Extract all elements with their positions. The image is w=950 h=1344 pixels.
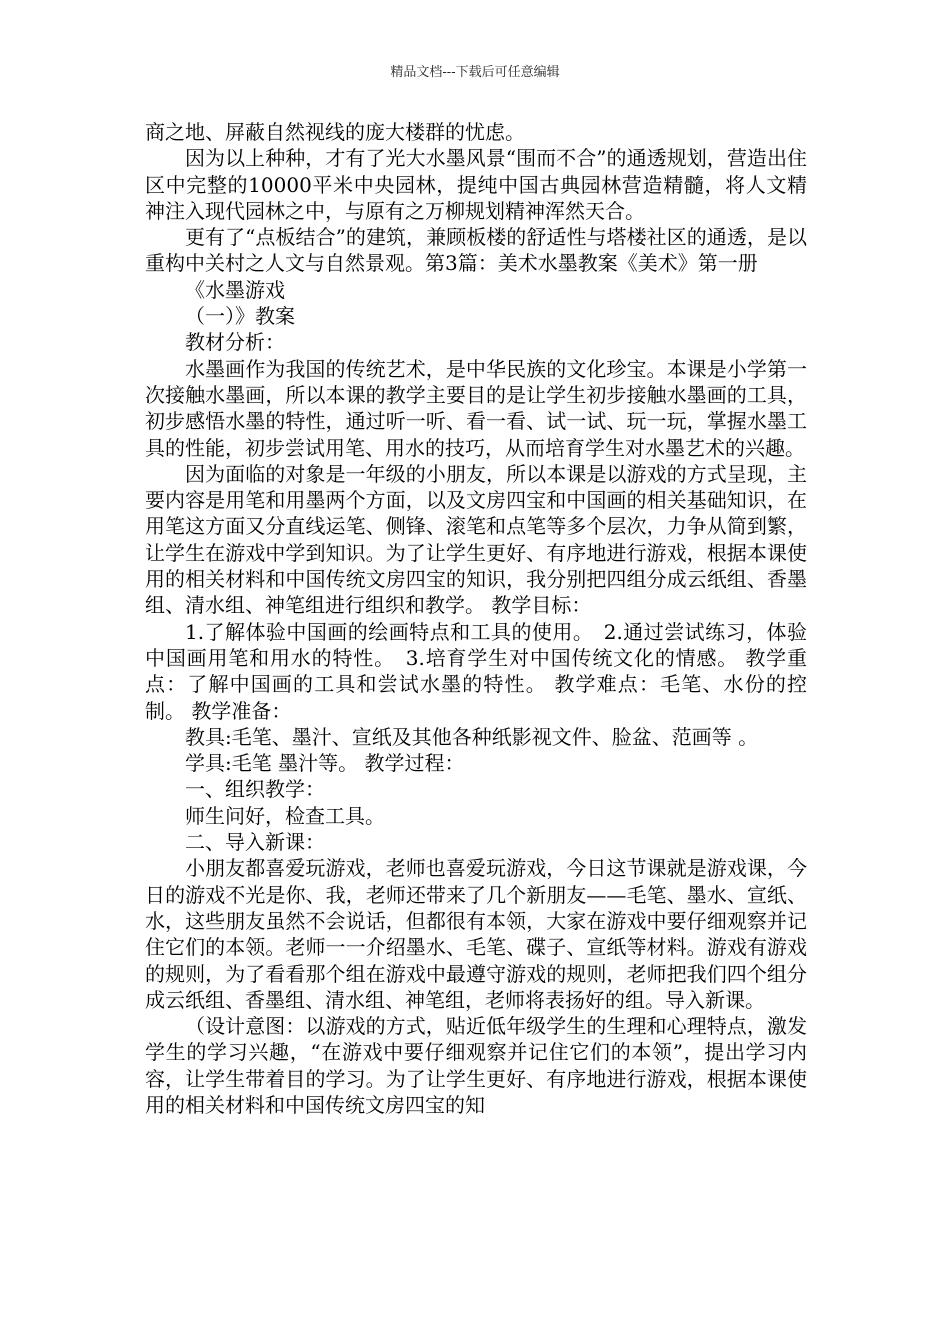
page-header: 精品文档---下载后可任意编辑 [390, 65, 560, 80]
paragraph: 教具:毛笔、墨汁、宣纸及其他各种纸影视文件、脸盆、范画等 。 [185, 724, 759, 749]
paragraph: 水墨画作为我国的传统艺术，是中华民族的文化珍宝。本课是小学第一次接触水墨画，所以本课的教学主要目的是让学生初步接触水墨画的工具，初步感悟水墨的特性，通过听一听、看一看、试一试、玩一玩，掌握水墨工具的性能，初步尝试用笔、用水的技巧，从而培育学生对水墨艺术的兴趣。 [145, 356, 807, 460]
paragraph: 因为以上种种，才有了光大水墨风景“围而不合”的通透规划，营造出住区中完整的10000平米中央园林，提纯中国古典园林营造精髓，将人文精神注入现代园林之中，与原有之万柳规划精神浑然天合。 [145, 146, 807, 223]
section-heading: 一、组织教学： [185, 777, 325, 802]
paragraph: 《水墨游戏 [185, 277, 285, 302]
paragraph: （一）》教案 [185, 304, 295, 329]
paragraph: （设计意图：以游戏的方式，贴近低年级学生的生理和心理特点，激发学生的学习兴趣，“在游戏中要仔细观察并记住它们的本领”，提出学习内容，让学生带着目的学习。为了让学生更好、有序地进行游戏，根据本课使用的相关材料和中国传统文房四宝的知 [145, 1014, 807, 1117]
section-heading: 教材分析： [185, 330, 285, 355]
paragraph: 1.了解体验中国画的绘画特点和工具的使用。 2.通过尝试练习，体验中国画用笔和用水的特性。 3.培育学生对中国传统文化的情感。 教学重点：了解中国画的工具和尝试水墨的特性。 教学难点：毛笔、水份的控制。 教学准备： [145, 619, 807, 723]
paragraph: 学具:毛笔 墨汁等。 教学过程： [185, 751, 465, 776]
section-heading: 二、导入新课： [185, 830, 325, 855]
document-body [145, 119, 807, 1118]
paragraph: 更有了“点板结合”的建筑，兼顾板楼的舒适性与塔楼社区的通透，是以重构中关村之人文与自然景观。第3篇：美术水墨教案《美术》第一册 [145, 225, 807, 276]
paragraph: 因为面临的对象是一年级的小朋友，所以本课是以游戏的方式呈现，主要内容是用笔和用墨两个方面，以及文房四宝和中国画的相关基础知识，在用笔这方面又分直线运笔、侧锋、滚笔和点笔等多个层次，力争从简到繁，让学生在游戏中学到知识。为了让学生更好、有序地进行游戏，根据本课使用的相关材料和中国传统文房四宝的知识，我分别把四组分成云纸组、香墨组、清水组、神笔组进行组织和教学。 教学目标： [145, 461, 807, 618]
paragraph: 商之地、屏蔽自然视线的庞大楼群的忧虑。 [145, 120, 525, 144]
paragraph: 师生问好，检查工具。 [185, 803, 385, 828]
paragraph: 小朋友都喜爱玩游戏，老师也喜爱玩游戏，今日这节课就是游戏课，今日的游戏不光是你、我，老师还带来了几个新朋友——毛笔、墨水、宣纸、水，这些朋友虽然不会说话，但都很有本领，大家在游戏中要仔细观察并记住它们的本领。老师一一介绍墨水、毛笔、碟子、宣纸等材料。游戏有游戏的规则，为了看看那个组在游戏中最遵守游戏的规则，老师把我们四个组分成云纸组、香墨组、清水组、神笔组，老师将表扬好的组。导入新课。 [145, 856, 807, 1012]
